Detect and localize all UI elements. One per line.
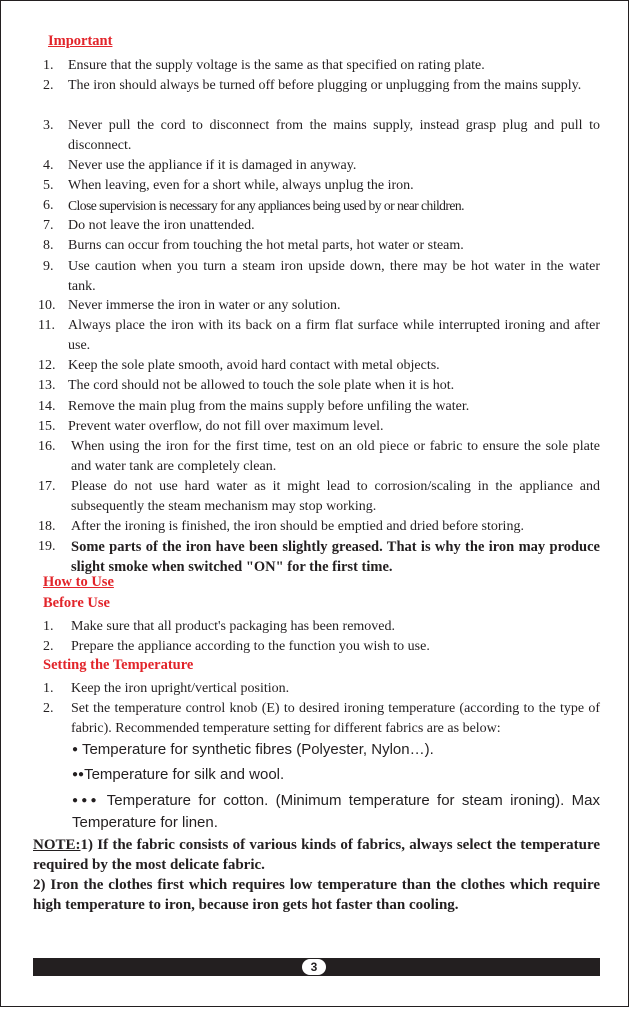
important-item: Do not leave the iron unattended. [68,218,255,233]
item-number: 15. [38,419,56,434]
item-number: 2. [43,639,54,654]
important-item: Never pull the cord to disconnect from the mains supply, instead grasp plug and pull to disconnect. [68,118,600,154]
before-use-heading: Before Use [43,595,110,611]
item-number: 1. [43,619,54,634]
important-item: After the ironing is finished, the iron should be emptied and dried before storing. [71,519,524,534]
item-number: 3. [43,118,54,133]
item-number: 4. [43,158,54,173]
item-number: 16. [38,439,56,454]
setting-temperature-heading: Setting the Temperature [43,657,194,673]
item-number: 5. [43,178,54,193]
page-number: 3 [302,959,326,975]
setting-item: Keep the iron upright/vertical position. [71,681,290,696]
before-use-item: Make sure that all product's packaging has been removed. [71,619,396,634]
item-number: 1. [43,681,54,696]
item-number: 6. [43,198,54,213]
important-item: Never use the appliance if it is damaged in anyway. [68,158,357,173]
important-item: The cord should not be allowed to touch the sole plate when it is hot. [68,378,455,393]
item-number: 18. [38,519,56,534]
temperature-setting-three-dots [72,790,600,834]
important-item: Never immerse the iron in water or any solution. [68,298,341,313]
note-paragraph-1 [33,835,600,875]
setting-item: Set the temperature control knob (E) to desired ironing temperature (according to the type of fabric). Recommended temperature setting for different fabrics are as below: [71,701,600,737]
important-item: When leaving, even for a short while, always unplug the iron. [68,178,414,193]
before-use-item: Prepare the appliance according to the function you wish to use. [71,639,430,654]
important-item: Ensure that the supply voltage is the same as that specified on rating plate. [68,58,485,73]
item-number: 14. [38,399,56,414]
item-number: 9. [43,259,54,274]
item-number: 2. [43,701,54,716]
important-item: Always place the iron with its back on a firm flat surface while interrupted ironing and after use. [68,318,600,354]
temperature-dots: ● [72,744,79,755]
temperature-setting-text: Temperature for cotton. (Minimum temperature for steam ironing). Max Temperature for linen. [72,792,600,831]
item-number: 17. [38,479,56,494]
temperature-setting-one-dot [72,739,434,761]
temperature-setting-text: Temperature for synthetic fibres (Polyester, Nylon…). [81,741,434,758]
temperature-dots: ●● [72,769,85,780]
how-to-use-heading: How to Use [43,574,114,590]
temperature-setting-text: Temperature for silk and wool. [84,766,285,783]
important-item: Prevent water overflow, do not fill over maximum level. [68,419,384,434]
important-item: Some parts of the iron have been slightly greased. That is why the iron may produce slight smoke when switched "ON" for the first time. [71,539,600,576]
important-item: The iron should always be turned off before plugging or unplugging from the mains supply. [68,78,582,93]
item-number: 10. [38,298,56,313]
important-item: Burns can occur from touching the hot metal parts, hot water or steam. [68,238,464,253]
temperature-setting-two-dots [72,764,284,786]
item-number: 11. [38,318,55,333]
item-number: 13. [38,378,56,393]
note-paragraph-2: 2) Iron the clothes first which requires low temperature than the clothes which require high temperature to iron, because iron gets hot faster than cooling. [33,877,600,913]
important-heading: Important [48,33,113,49]
important-item: Please do not use hard water as it might lead to corrosion/scaling in the appliance and subsequently the steam mechanism may stop working. [71,479,600,515]
item-number: 19. [38,539,56,554]
important-item: Use caution when you turn a steam iron upside down, there may be hot water in the water tank. [68,259,600,295]
important-item: Close supervision is necessary for any appliances being used by or near children. [68,198,464,213]
important-item: When using the iron for the first time, test on an old piece or fabric to ensure the sole plate and water tank are completely clean. [71,439,600,475]
item-number: 8. [43,238,54,253]
item-number: 2. [43,78,54,93]
item-number: 1. [43,58,54,73]
item-number: 7. [43,218,54,233]
item-number: 12. [38,358,56,373]
important-item: Keep the sole plate smooth, avoid hard contact with metal objects. [68,358,440,373]
temperature-dots: ●●● [72,795,100,806]
note-label: NOTE: [33,837,81,853]
note-text-1: 1) If the fabric consists of various kinds of fabrics, always select the temperature required by the most delicate fabric. [33,837,600,873]
important-item: Remove the main plug from the mains supply before unfiling the water. [68,399,470,414]
